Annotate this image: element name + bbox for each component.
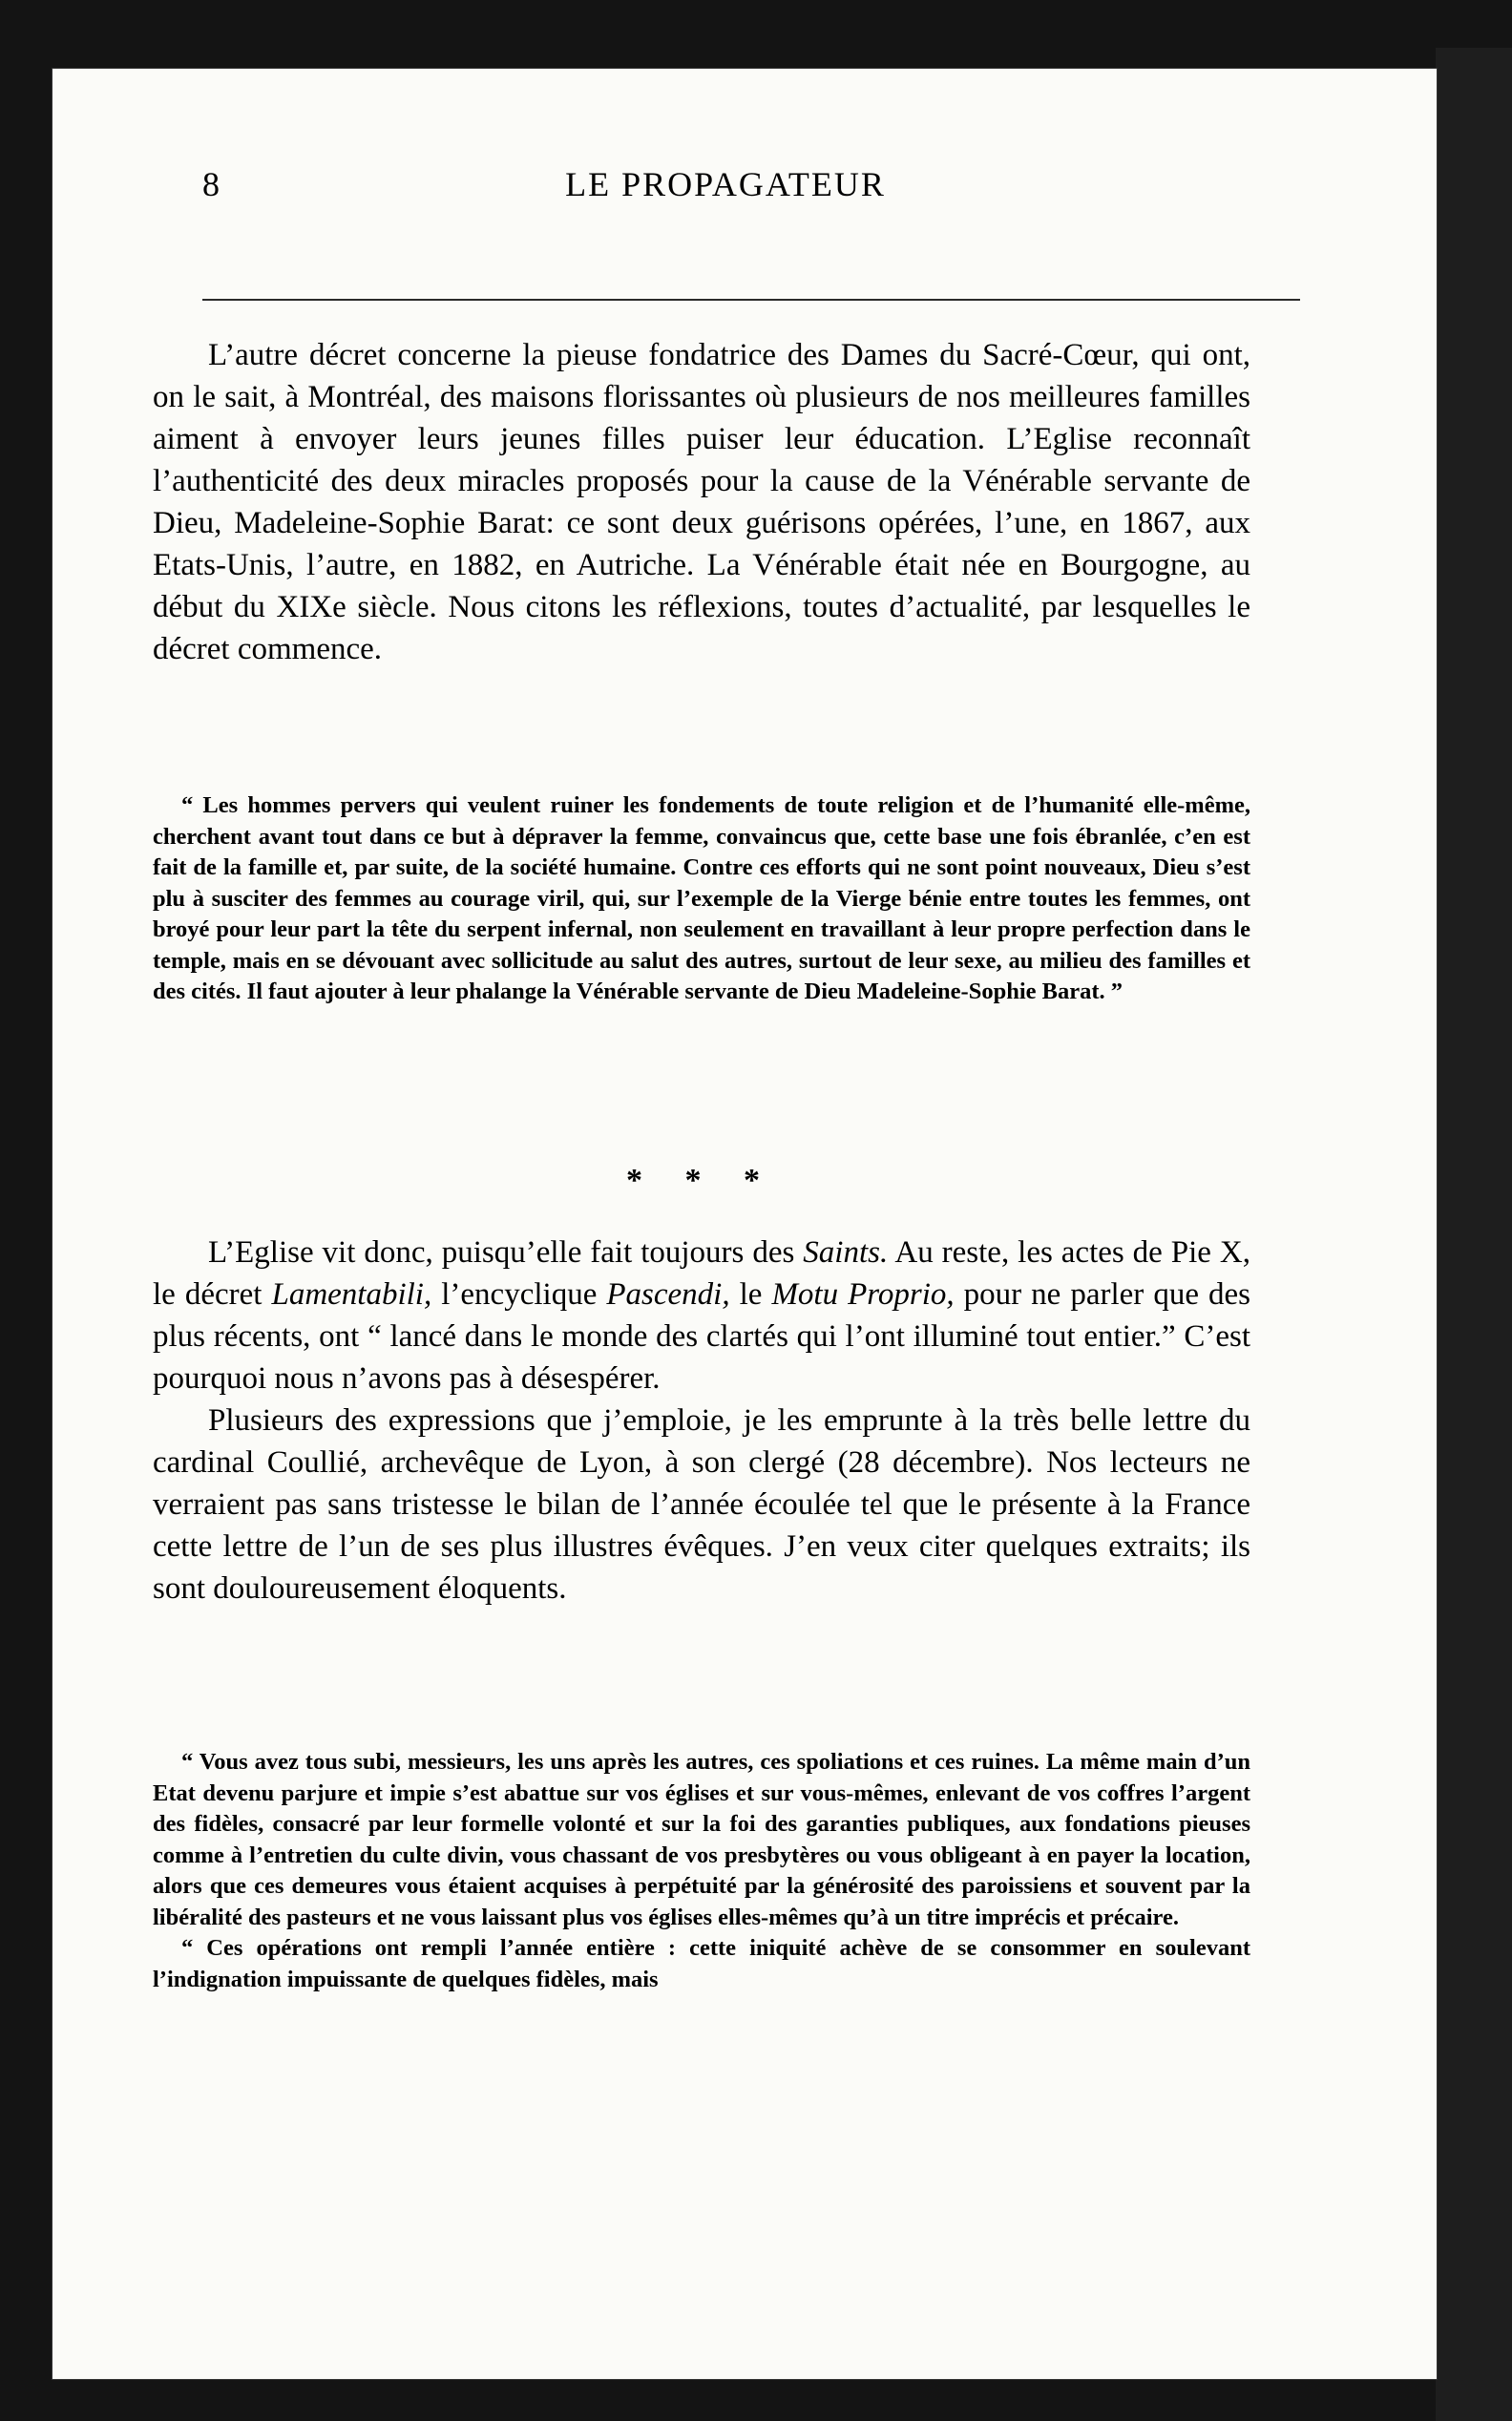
book-spine-edge <box>1436 48 1512 2421</box>
header-rule <box>202 299 1300 301</box>
decree-paragraph-block <box>153 334 1250 670</box>
letter-quote-2: “ Ces opérations ont rempli l’année entière : cette iniquité achève de se consommer en soulevant l’indignation impuissante de quelques fidèles, mais <box>153 1935 1250 1992</box>
decree-paragraph: L’autre décret concerne la pieuse fondatrice des Dames du Sacré-Cœur, qui ont, on le sait, à Montréal, des maisons florissantes où plusieurs de nos meilleures familles aiment à envoyer leurs jeunes filles puiser leur éducation. L’Eglise reconnaît l’authenticité des deux miracles proposés pour la cause de la Vénérable servante de Dieu, Madeleine-Sophie Barat: ce sont deux guérisons opérées, l’une, en 1867, aux Etats-Unis, l’autre, en 1882, en Autriche. La Vénérable était née en Bourgogne, au début du XIXe siècle. Nous citons les réflexions, toutes d’actualité, par lesquelles le décret commence. <box>153 338 1250 666</box>
section-separator: * * * <box>626 1163 777 1198</box>
decree-quote-block <box>153 790 1250 1008</box>
lamentabili-italic: Lamentabili, <box>271 1277 432 1312</box>
pascendi-italic: Pascendi, <box>606 1277 730 1312</box>
main-body-block <box>153 1232 1250 1610</box>
letter-quote-block <box>153 1747 1250 1995</box>
church-lives-text-2: Au reste, les actes de Pie X, le décret <box>153 1235 1250 1312</box>
running-title: LE PROPAGATEUR <box>565 165 886 203</box>
decree-quote: “ Les hommes pervers qui veulent ruiner les fondements de toute religion et de l’humanité elle-même, cherchent avant tout dans ce but à dépraver la femme, convaincus que, cette base une fois ébranlée, c’en est fait de la famille et, par suite, de la société humaine. Contre ces efforts qui ne sont point nouveaux, Dieu s’est plu à susciter des femmes au courage viril, qui, sur l’exemple de la Vierge bénie entre toutes les femmes, ont broyé pour leur part la tête du serpent infernal, non seulement en travaillant à leur propre perfection dans le temple, mais en se dévouant avec sollicitude au salut des autres, surtout de leur sexe, au milieu des familles et des cités. Il faut ajouter à leur phalange la Vénérable servante de Dieu Madeleine-Sophie Barat. ” <box>153 792 1250 1004</box>
saints-italic: Saints. <box>803 1235 889 1270</box>
church-lives-text-4: le <box>729 1277 772 1312</box>
coullie-letter-paragraph: Plusieurs des expressions que j’emploie, je les emprunte à la très belle lettre du cardinal Coullié, archevêque de Lyon, à son clergé (28 décembre). Nos lecteurs ne verraient pas sans tristesse le bilan de l’année écoulée tel que le présente à la France cette lettre de l’un de ses plus illustres évêques. J’en veux citer quelques extraits; ils sont douloureusement éloquents. <box>153 1403 1250 1606</box>
motu-proprio-italic: Motu Proprio, <box>771 1277 955 1312</box>
church-lives-paragraph <box>153 1232 1250 1400</box>
church-lives-text-3: l’encyclique <box>431 1277 607 1312</box>
page-number: 8 <box>202 165 220 203</box>
page-header <box>153 164 1298 221</box>
letter-quote-1: “ Vous avez tous subi, messieurs, les uns après les autres, ces spoliations et ces ruines. La même main d’un Etat devenu parjure et impie s’est abattue sur vos églises et sur vous-mêmes, enlevant de vos coffres l’argent des fidèles, consacré par leur formelle volonté et sur la foi des garanties publiques, aux fondations pieuses comme à l’entretien du culte divin, vous chassant de vos presbytères ou vous obligeant à en payer la location, alors que ces demeures vous étaient acquises à perpétuité par la générosité des paroissiens et souvent par la libéralité des pasteurs et ne vous laissant plus vos églises elles-mêmes qu’à un titre imprécis et précaire. <box>153 1749 1250 1930</box>
church-lives-ending: pour ne parler que des plus récents, ont “ lancé dans le monde des clartés qui l’ont illuminé tout entier.” C’est pourquoi nous n’avons pas à désespérer. <box>153 1277 1250 1396</box>
church-lives-intro: L’Eglise vit donc, puisqu’elle fait toujours des <box>208 1235 804 1270</box>
